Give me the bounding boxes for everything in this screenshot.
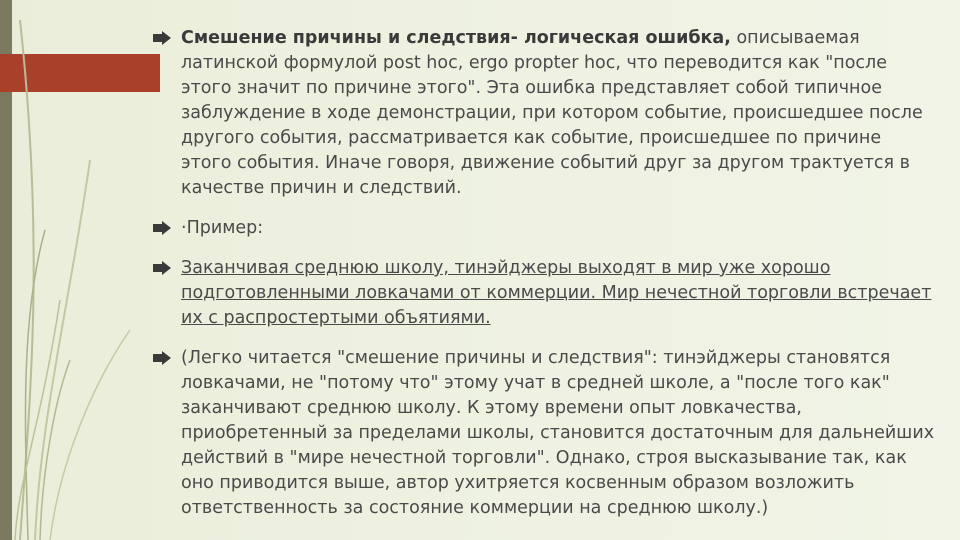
list-item: [150, 216, 935, 241]
term-heading: Смешение причины и следствия- логическая ошибка,: [181, 28, 731, 48]
arrow-bullet-icon: [153, 221, 171, 235]
list-item: [150, 256, 935, 331]
arrow-bullet-icon: [153, 351, 171, 365]
example-label: ·Пример:: [181, 218, 264, 238]
arrow-bullet-icon: [153, 31, 171, 45]
item-text: описываемая латинской формулой post hoc, ergo propter hoc, что переводится как "после этого значит по причине этого". Эта ошибка представляет собой типичное заблуждение в ходе демонстрации, при котором событие, происшедшее после другого события, рассматривается как событие, происшедшее по причине этого события. Иначе говоря, движение событий друг за другом трактуется в качестве причин и следствий.: [181, 28, 923, 198]
grass-decoration: [0, 0, 170, 540]
explanation-text: (Легко читается "смешение причины и следствия": тинэйджеры становятся ловкачами, не "потому что" этому учат в средней школе, а "после того как" заканчивают среднюю школу. К этому времени опыт ловкачества, приобретенный за пределами школы, становится достаточным для дальнейших действий в "мире нечестной торговли". Однако, строя высказывание так, как оно приводится выше, автор ухитряется косвенным образом возложить ответственность за состояние коммерции на среднюю школу.): [181, 348, 935, 518]
example-text: Заканчивая среднюю школу, тинэйджеры выходят в мир уже хорошо подготовленными ловкачами от коммерции. Мир нечестной торговли встречает их с распростертыми объятиями.: [181, 258, 932, 328]
content-list: [150, 26, 935, 536]
list-item: [150, 26, 935, 201]
arrow-bullet-icon: [153, 261, 171, 275]
list-item: [150, 346, 935, 521]
